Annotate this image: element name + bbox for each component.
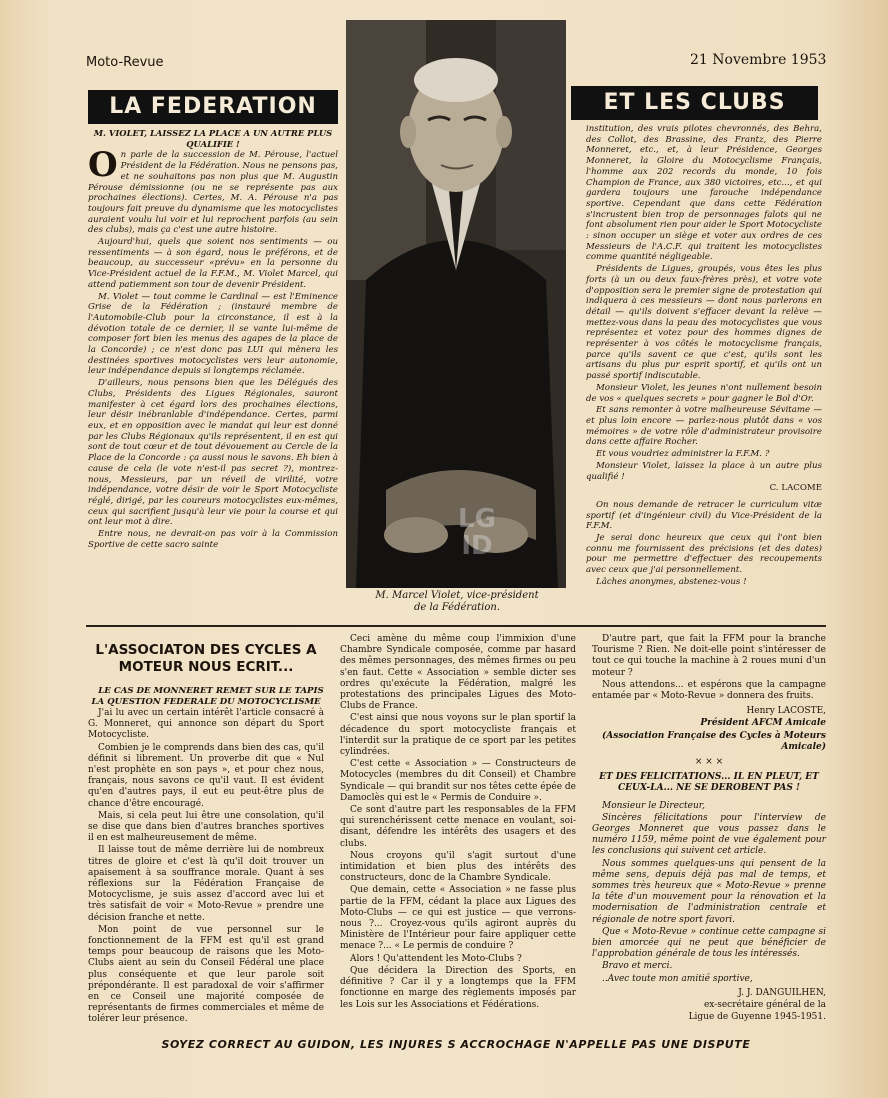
- letter-paragraph: Il laisse tout de même derrière lui de nombreux titres de gloire et c'est là qu'il doit trouver un apaisement à sa souffrance morale. Quant à ses réflexions sur la Fédération Française de Motocyclisme, je suis assez d'accord avec lui et très satisfait de voir « Moto-Revue » prendre une décision franche et nette.: [88, 845, 324, 923]
- signature-name: Henry LACOSTE,: [746, 706, 826, 717]
- letter-column-2: [340, 634, 576, 1012]
- letter-paragraph: Que « Moto-Revue » continue cette campagne si bien amorcée qui ne peut que bénéficier de l'approbation générale de tous les intéressés.: [592, 926, 826, 960]
- article-paragraph: On parle de la succession de M. Pérouse, l'actuel Président de la Fédération. Nous ne pensons pas, et ne souhaitons pas non plus que M. Augustin Pérouse démissionne (ou ne se représente pas aux prochaines élections). Certes, M. A. Pérouse n'a pas toujours fait preuve du dynamisme que les motocyclistes auraient voulu lui voir et lui reprochent parfois (au sein des clubs), mais ça c'est une autre histoire.: [88, 145, 338, 236]
- letter-paragraph: Alors ! Qu'attendent les Moto-Clubs ?: [350, 953, 522, 964]
- signature-role: ex-secrétaire général de la: [703, 1000, 826, 1011]
- article-paragraph: Et sans remonter à votre malheureuse Sévitame — et plus loin encore — parlez-nous plutôt dans « vos mémoires » de votre rôle d'administrateur provisoire dans cette affaire Rocher.: [586, 405, 822, 448]
- letter-title: L'ASSOCIATON DES CYCLES A MOTEUR NOUS ECRIT...: [95, 642, 317, 675]
- letter-paragraph: C'est ainsi que nous voyons sur le plan sportif la décadence du sport motocycliste français et l'interdit sur la pratique de ce sport par les petites cylindrées.: [340, 713, 576, 758]
- letter-paragraph: ..Avec toute mon amitié sportive,: [602, 973, 753, 984]
- article-paragraph: Présidents de Ligues, groupés, vous êtes les plus forts (à un ou deux faux-frères près), et votre vote d'opposition sera le premier signe de protestation qui indiquera à ces messieurs — dont nous parlerons en détail — qu'ils doivent s'effacer devant la relève — mettez-vous dans la peau des motocyclistes que vous représentez et votez pour des hommes dignes de représenter à vos côtés le motocyclisme français, parce qu'ils savent ce que c'est, qu'ils sont les artisans du plus pur esprit sportif, et qu'ils ont un passé sportif indiscutable.: [586, 264, 822, 382]
- letter-column-1: [88, 636, 324, 1027]
- letter-paragraph: Mon point de vue personnel sur le fonctionnement de la FFM est qu'il est grand temps pour beaucoup de raisons que les Moto-Clubs aient au sein du Conseil Fédéral une place plus conséquente et que leur parole soit prépondérante. Il est paradoxal de voir s'affirmer en ce Conseil une majorité composée de représentants de firmes commerciales et même de tolérer leur présence.: [88, 924, 324, 1025]
- article-paragraph: Et vous voudriez administrer la F.F.M. ?: [596, 449, 770, 460]
- editor-note: Lâches anonymes, abstenez-vous !: [596, 576, 747, 587]
- article-paragraph: Monsieur Violet, laissez la place à un autre plus qualifié !: [586, 460, 822, 482]
- watermark-stamp: LG ID: [458, 504, 496, 561]
- letter-salutation: Monsieur le Directeur,: [602, 800, 705, 811]
- letter-subtitle: LE CAS DE MONNERET REMET SUR LE TAPIS LA QUESTION FEDERALE DU MOTOCYCLISME: [91, 686, 324, 707]
- issue-date: 21 Novembre 1953: [690, 52, 827, 68]
- article-right-column: [586, 124, 822, 589]
- article-paragraph: M. Violet — tout comme le Cardinal — est l'Eminence Grise de la Fédération ; (instauré membre de l'Automobile-Club pour la circonstance, il est à la dévotion totale de ce dernier, il se vante lui-même de composer fort bien les menus des agapes de la place de la Concorde) ; ce n'est donc pas LUI qui mènera les destinées sportives motocyclistes vers leur autonomie, leur indépendance depuis si longtemps réclamée.: [88, 291, 338, 377]
- letter-paragraph: Combien je le comprends dans bien des cas, qu'il définit si librement. Un proverbe dit que « Nul n'est prophète en son pays », et pour chez nous, français, nous savons ce qu'il vaut. Il est évident qu'en d'autres pays, il eut eu peut-être plus de chance d'être encouragé.: [88, 742, 324, 809]
- title-left-banner: LA FEDERATION: [88, 90, 338, 124]
- letter-paragraph: Nous croyons qu'il s'agit surtout d'une intimidation et bien plus des intérêts des constructeurs, donc de la Chambre Syndicale.: [340, 850, 576, 884]
- article-signature: C. LACOME: [769, 483, 822, 494]
- editor-note: Je serai donc heureux que ceux qui l'ont bien connu me fournissent des précisions (et des dates) pour me permettre d'effectuer des recoupements avec ceux que j'ai personnellement.: [586, 533, 822, 576]
- signature-name: J. J. DANGUILHEN,: [738, 987, 826, 998]
- letter-paragraph: D'autre part, que fait la FFM pour la branche Tourisme ? Rien. Ne doit-elle point s'intéresser de tout ce qui touche la machine à 2 roues muni d'un moteur ?: [592, 634, 826, 678]
- letter-paragraph: Mais, si cela peut lui être une consolation, qu'il se dise que dans bien d'autres branches sportives il en est malheureusement de même.: [88, 810, 324, 844]
- article-paragraph: Entre nous, ne devrait-on pas voir à la Commission Sportive de cette sacro sainte: [88, 529, 338, 550]
- letter-paragraph: Que demain, cette « Association » ne fasse plus partie de la FFM, cédant la place aux Ligues des Moto-Clubs — ce qui est justice — que verrons-nous ?... Croyez-vous qu'ils agiront auprès du Ministère de l'Intérieur pour faire appliquer cette menace ?... « Le permis de conduire ?: [340, 885, 576, 952]
- letter-paragraph: Nous sommes quelques-uns qui pensent de la même sens, depuis déjà pas mal de temps, et sommes très heureux que « Moto-Revue » prenne la tête d'un mouvement pour la rénovation et la modernisation de l'administration centrale et régionale de notre sport favori.: [592, 858, 826, 925]
- signature-org: (Association Française des Cycles à Moteurs Amicale): [602, 730, 826, 752]
- article-paragraph: Monsieur Violet, les jeunes n'ont nullement besoin de vos « quelques secrets » pour gagner le Bol d'Or.: [586, 382, 822, 404]
- signature-org: Ligue de Guyenne 1945-1951.: [688, 1012, 826, 1023]
- drop-cap: O: [88, 145, 118, 186]
- article-kicker: M. VIOLET, LAISSEZ LA PLACE A UN AUTRE PLUS QUALIFIE !: [93, 128, 333, 149]
- letter-paragraph: Ce sont d'autre part les responsables de la FFM qui surenchérissent cette menace en voulant, soi-disant, défendre les intérêts des usagers et des clubs.: [340, 805, 576, 849]
- caption-line: de la Fédération.: [413, 602, 501, 613]
- article-paragraph: institution, des vrais pilotes chevronnés, des Behra, des Collot, des Brassine, des Frantz, des Pierre Monneret, etc., et, à leur Présidence, Georges Monneret, la Gloire du Motocyclisme Français, l'homme aux 202 records du monde, 10 fois Champion de France, aux 380 victoires, etc..., et qui gardera toujours une farouche indépendance sportive. Cependant que dans cette Fédération s'incrustent bien trop de personnages falots qui ne font absolument rien pour aider le Sport Motocycliste : sinon occuper un siège et voter aux ordres de ces Messieurs de l'A.C.F. qui traitent les motocyclistes comme quantité négligeable.: [586, 124, 822, 263]
- letter-paragraph: Bravo et merci.: [602, 961, 673, 972]
- caption-line: M. Marcel Violet, vice-président: [375, 590, 539, 601]
- second-letter-title: ET DES FELICITATIONS... IL EN PLEUT, ET CEUX-LA... NE SE DEROBENT PAS !: [599, 772, 819, 794]
- signature-role: Président AFCM Amicale: [700, 718, 826, 729]
- title-right-banner: ET LES CLUBS: [571, 86, 818, 120]
- letter-paragraph: C'est cette « Association » — Constructeurs de Motocycles (membres du dit Conseil) et Chambre Syndicale — qui brandit sur nos têtes cette épée de Damoclès qui est le « Permis de Conduire ».: [340, 759, 576, 803]
- portrait-photo: [346, 20, 566, 588]
- portrait-illustration: [346, 20, 566, 588]
- article-paragraph: D'ailleurs, nous pensons bien que les Délégués des Clubs, Présidents des Ligues Régionales, sauront manifester à cet égard lors des prochaines élections, leur désir inébranlable d'indépendance. Certes, parmi eux, et en opposition avec le mandat qui leur est donné par les Clubs Régionaux qu'ils représentent, il en est qui sont de tout cœur et de tout dévouement au Cercle de la Place de la Concorde : ça aussi nous le savons. Eh bien à cause de cela (le vote n'est-il pas secret ?), montrez-nous, Messieurs, par un réveil de virilité, votre indépendance, votre désir de voir le Sport Motocycliste réglé, dirigé, par les coureurs motocyclistes eux-mêmes, ceux qui sacrifient jusqu'à leur vie pour la course et qui ont leur mot à dire.: [88, 378, 338, 528]
- footer-slogan: SOYEZ CORRECT AU GUIDON, LES INJURES S ACCROCHAGE N'APPELLE PAS UNE DISPUTE: [161, 1038, 751, 1051]
- letter-paragraph: Sincères félicitations pour l'interview de Georges Monneret que vous passez dans le numéro 1159, même point de vue également pour les conclusions qui suivent cet article.: [592, 812, 826, 857]
- letter-paragraph: Que décidera la Direction des Sports, en définitive ? Car il y a longtemps que la FFM fonctionne en marge des règlements imposés par les Lois sur les Associations et Fédérations.: [340, 965, 576, 1010]
- article-paragraph: Aujourd'hui, quels que soient nos sentiments — ou ressentiments — à son égard, nous le préférons, et de beaucoup, au successeur «prévu» en la personne du Vice-Président actuel de la F.F.M., M. Violet Marcel, qui attend patiemment son tour de devenir Président.: [88, 237, 338, 290]
- article-left-column: [88, 128, 338, 551]
- magazine-name: Moto-Revue: [86, 55, 164, 70]
- separator: × × ×: [694, 757, 724, 768]
- editor-note: On nous demande de retracer le curriculum vitæ sportif (et d'ingénieur civil) du Vice-Président de la F.F.M.: [586, 499, 822, 532]
- letter-paragraph: Nous attendons... et espérons que la campagne entamée par « Moto-Revue » donnera des fruits.: [592, 679, 826, 702]
- letter-paragraph: J'ai lu avec un certain intérêt l'article consacré à G. Monneret, qui annonce son départ du Sport Motocycliste.: [88, 708, 324, 741]
- letter-column-3: [592, 634, 826, 1025]
- photo-caption: [346, 590, 568, 614]
- section-divider: [86, 625, 826, 627]
- letter-paragraph: Ceci amène du même coup l'immixion d'une Chambre Syndicale composée, comme par hasard des mêmes personnages, des mêmes firmes ou peu s'en faut. Cette « Association » semble dicter ses ordres qu'exécute la Fédération, malgré les protestations des principales Ligues des Moto-Clubs de France.: [340, 634, 576, 712]
